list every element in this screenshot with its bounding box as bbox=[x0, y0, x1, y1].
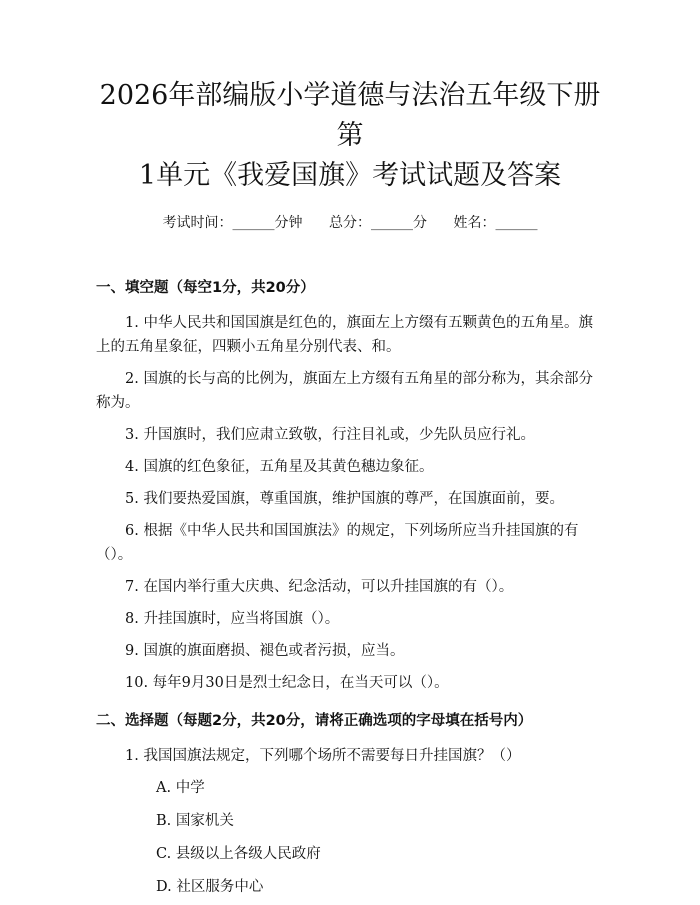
option-c: C. 县级以上各级人民政府 bbox=[156, 846, 321, 862]
question-item: 9. 国旗的旗面磨损、褪色或者污损，应当。 bbox=[125, 643, 405, 659]
exam-score: 总分：______分 bbox=[329, 215, 427, 231]
question-item: 7. 在国内举行重大庆典、纪念活动，可以升挂国旗的有（）。 bbox=[125, 579, 514, 595]
exam-title bbox=[96, 76, 604, 196]
section-fill-in bbox=[96, 276, 604, 695]
section-heading: 二、选择题（每题2分，共20分，请将正确选项的字母填在括号内） bbox=[96, 713, 533, 729]
option-a: A. 中学 bbox=[156, 780, 205, 796]
title-line-1: 2026年部编版小学道德与法治五年级下册第 bbox=[99, 80, 601, 151]
exam-name: 姓名：______ bbox=[453, 215, 538, 231]
question-item: 6. 根据《中华人民共和国国旗法》的规定，下列场所应当升挂国旗的有（）。 bbox=[96, 523, 579, 563]
question-item: 5. 我们要热爱国旗，尊重国旗，维护国旗的尊严，在国旗面前，要。 bbox=[125, 491, 564, 507]
question-item: 2. 国旗的长与高的比例为，旗面左上方缀有五角星的部分称为，其余部分称为。 bbox=[96, 371, 593, 411]
section-heading: 一、填空题（每空1分，共20分） bbox=[96, 280, 315, 296]
option-b: B. 国家机关 bbox=[156, 813, 234, 829]
question-item: 1. 我国国旗法规定，下列哪个场所不需要每日升挂国旗？（） bbox=[125, 748, 521, 764]
section-multiple-choice bbox=[96, 709, 604, 899]
option-d: D. 社区服务中心 bbox=[156, 879, 264, 895]
title-line-2: 1单元《我爱国旗》考试试题及答案 bbox=[138, 160, 562, 191]
question-item: 10. 每年9月30日是烈士纪念日，在当天可以（）。 bbox=[125, 675, 449, 691]
question-item: 1. 中华人民共和国国旗是红色的，旗面左上方缀有五颗黄色的五角星。旗上的五角星象征，四颗小五角星分别代表、和。 bbox=[96, 315, 593, 355]
exam-time: 考试时间：______分钟 bbox=[162, 215, 303, 231]
question-item: 8. 升挂国旗时，应当将国旗（）。 bbox=[125, 611, 340, 627]
question-item: 4. 国旗的红色象征，五角星及其黄色穗边象征。 bbox=[125, 459, 434, 475]
question-item: 3. 升国旗时，我们应肃立致敬，行注目礼或，少先队员应行礼。 bbox=[125, 427, 535, 443]
exam-meta bbox=[96, 212, 604, 232]
